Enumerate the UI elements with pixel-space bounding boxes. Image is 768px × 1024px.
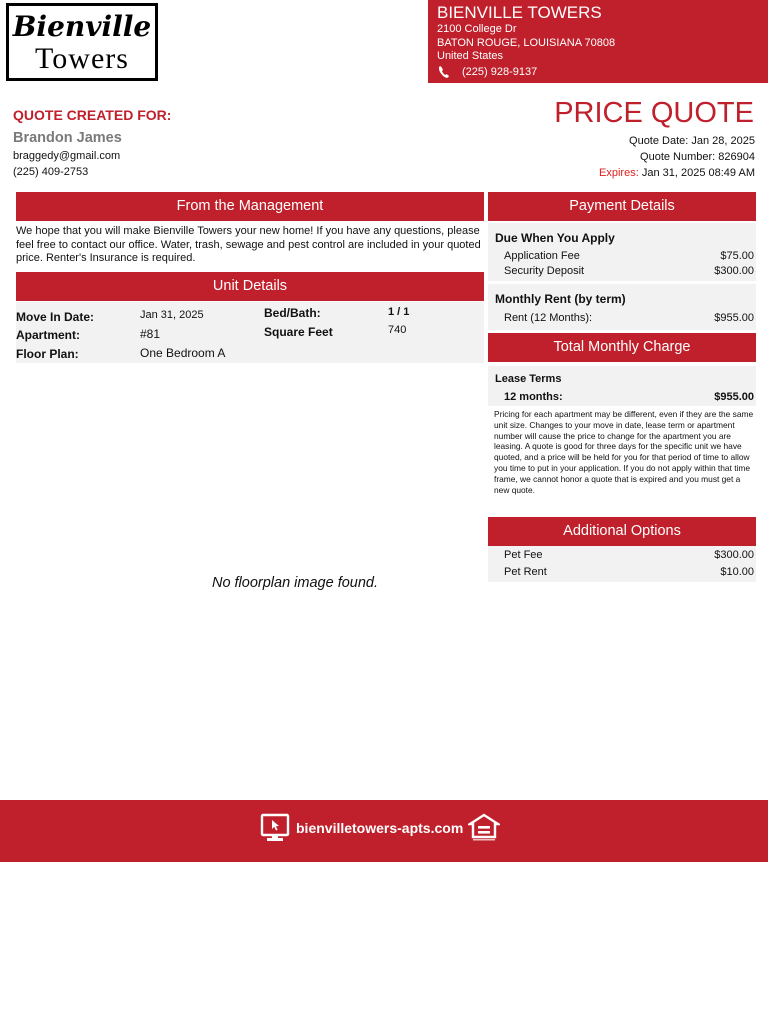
pricing-fine-print: Pricing for each apartment may be different, even if they are the same unit size. Changes to your move in date, lease term or apartment number will cause the price to change for the apartment you are leasing. A quote is good for three days for the specific unit we have quoted, and a price will be held for you for that period of time to allow you time to put in your application. If you do not apply within that time frame, we cannot honor a quote that is expired and you must get a new quote. xyxy=(494,409,754,495)
payment-details-heading: Payment Details xyxy=(488,192,756,221)
additional-options-heading: Additional Options xyxy=(488,517,756,546)
equal-housing-icon xyxy=(468,813,500,843)
price-quote-title: PRICE QUOTE xyxy=(554,97,754,129)
application-fee-label: Application Fee xyxy=(504,250,580,262)
property-street: 2100 College Dr xyxy=(437,23,517,35)
floor-plan-label: Floor Plan: xyxy=(16,347,79,361)
property-logo xyxy=(6,3,158,81)
quote-date: Quote Date: Jan 28, 2025 xyxy=(629,135,755,147)
management-message: We hope that you will make Bienville Towers your new home! If you have any questions, please feel free to contact our office. Water, trash, sewage and pest control are included in your quoted price. Renter's Insurance is required. xyxy=(16,225,481,264)
lease-term-label: 12 months: xyxy=(504,391,563,403)
application-fee-value: $75.00 xyxy=(720,250,754,262)
unit-details-heading: Unit Details xyxy=(16,272,484,301)
website-url[interactable]: bienvilletowers-apts.com xyxy=(296,820,464,836)
pet-rent-value: $10.00 xyxy=(720,566,754,578)
rent-12-months-row xyxy=(504,312,754,324)
property-header xyxy=(428,0,768,83)
logo-text-line1: Bienville xyxy=(12,10,152,43)
rent-12-months-label: Rent (12 Months): xyxy=(504,312,593,324)
footer-website[interactable] xyxy=(260,813,500,843)
security-deposit-value: $300.00 xyxy=(714,265,754,277)
quote-expires xyxy=(599,167,755,179)
square-feet-value: 740 xyxy=(388,324,407,336)
due-when-apply-heading: Due When You Apply xyxy=(495,231,615,245)
application-fee-row xyxy=(504,250,754,262)
monthly-rent-heading: Monthly Rent (by term) xyxy=(495,292,626,306)
apartment-value: #81 xyxy=(140,327,161,341)
move-in-date-label: Move In Date: xyxy=(16,310,95,324)
footer-band xyxy=(0,800,768,862)
quote-number: Quote Number: 826904 xyxy=(640,151,755,163)
pet-fee-label: Pet Fee xyxy=(504,549,543,561)
pet-rent-label: Pet Rent xyxy=(504,566,547,578)
move-in-date-value: Jan 31, 2025 xyxy=(140,309,204,321)
customer-phone: (225) 409-2753 xyxy=(13,166,89,178)
square-feet-label: Square Feet xyxy=(264,325,333,339)
lease-term-row xyxy=(504,391,754,403)
pet-fee-value: $300.00 xyxy=(714,549,754,561)
lease-terms-heading: Lease Terms xyxy=(495,373,562,385)
bed-bath-value: 1 / 1 xyxy=(388,306,410,318)
property-phone: (225) 928-9137 xyxy=(462,65,538,78)
customer-email: braggedy@gmail.com xyxy=(13,150,121,162)
bed-bath-label: Bed/Bath: xyxy=(264,306,321,320)
expires-value: Jan 31, 2025 08:49 AM xyxy=(641,167,755,179)
property-name: BIENVILLE TOWERS xyxy=(437,3,602,22)
security-deposit-label: Security Deposit xyxy=(504,265,585,277)
apartment-label: Apartment: xyxy=(16,328,81,342)
floor-plan-value: One Bedroom A xyxy=(140,346,226,360)
quote-created-for-heading: QUOTE CREATED FOR: xyxy=(13,107,172,123)
property-phone-row xyxy=(437,65,768,79)
logo-text-line2: Towers xyxy=(35,42,129,75)
management-heading: From the Management xyxy=(16,192,484,221)
pet-rent-row xyxy=(504,566,754,578)
rent-12-months-value: $955.00 xyxy=(714,312,754,324)
property-city: BATON ROUGE, LOUISIANA 70808 xyxy=(437,36,616,49)
lease-term-value: $955.00 xyxy=(714,391,754,403)
total-monthly-charge-heading: Total Monthly Charge xyxy=(488,333,756,362)
expires-label: Expires: xyxy=(599,167,639,179)
property-country: United States xyxy=(437,50,504,62)
no-floorplan-message: No floorplan image found. xyxy=(211,575,379,591)
customer-name: Brandon James xyxy=(13,130,122,146)
phone-icon xyxy=(437,65,455,79)
security-deposit-row xyxy=(504,265,754,277)
computer-monitor-icon xyxy=(260,813,290,843)
pet-fee-row xyxy=(504,549,754,561)
